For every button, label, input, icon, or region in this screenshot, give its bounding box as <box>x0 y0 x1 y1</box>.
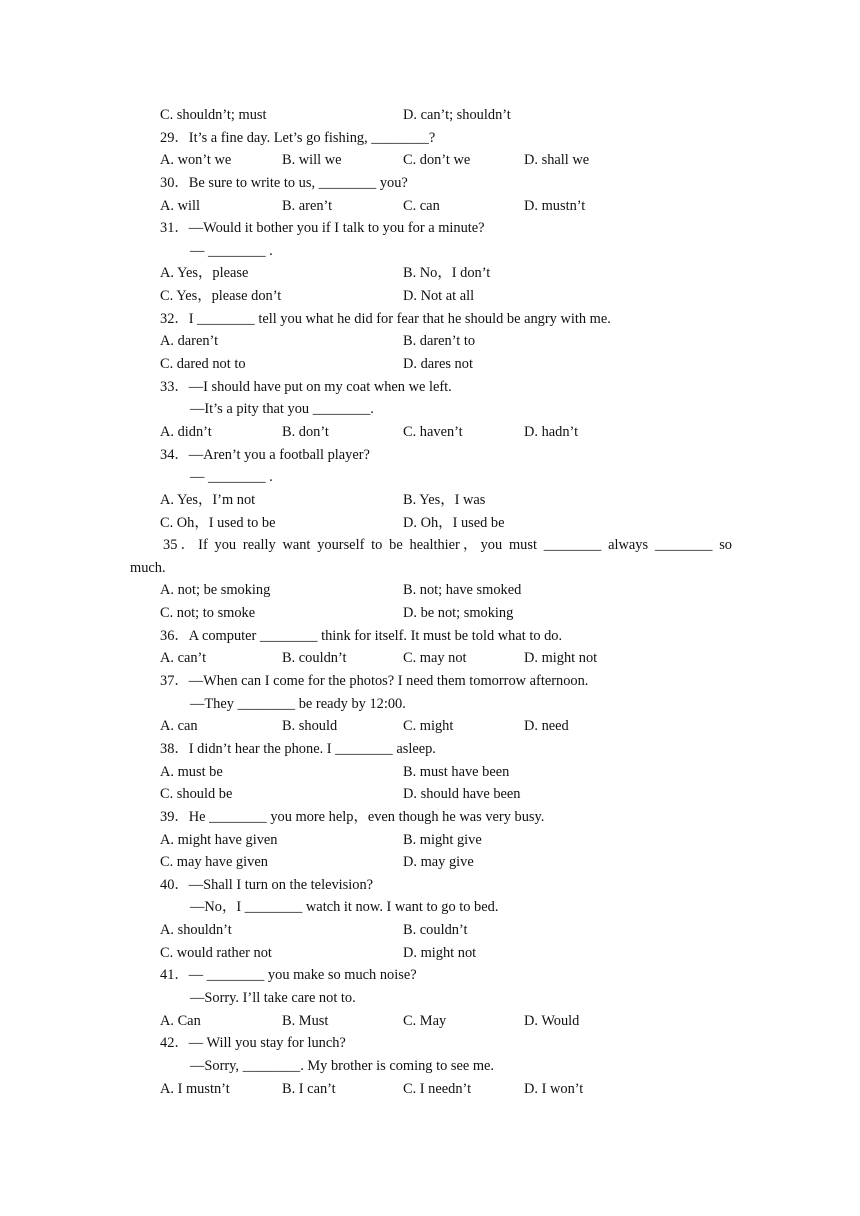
option-c: C. haven’t <box>403 423 463 440</box>
option-c: C. May <box>403 1012 447 1029</box>
option-c: C. may have given <box>160 854 268 871</box>
option-c: C. don’t we <box>403 152 471 169</box>
options-row <box>0 421 860 444</box>
option-d: D. can’t; shouldn’t <box>403 107 511 123</box>
option-b: B. couldn’t <box>403 922 468 939</box>
options-row <box>0 1078 860 1101</box>
options-row <box>0 579 860 602</box>
options-row <box>0 761 860 784</box>
option-c: C. dared not to <box>160 356 246 373</box>
option-d: D. be not; smoking <box>403 605 514 622</box>
question-stem: 40．—Shall I turn on the television? <box>160 876 374 893</box>
options-row <box>0 353 860 376</box>
option-d: D. may give <box>403 854 474 871</box>
option-a: A. can <box>160 718 198 735</box>
option-a: A. shouldn’t <box>160 922 232 939</box>
question-stem: 36．A computer ________ think for itself. It must be told what to do. <box>160 627 563 644</box>
option-c: C. not; to smoke <box>160 605 256 622</box>
question-stem: 38．I didn’t hear the phone. I ________ asleep. <box>160 740 436 757</box>
option-a: A. daren’t <box>160 333 219 350</box>
option-b: B. aren’t <box>282 197 333 214</box>
options-row <box>0 262 860 285</box>
dialogue-reply: —It’s a pity that you ________. <box>190 401 374 418</box>
options-row <box>0 1010 860 1033</box>
options-row <box>0 512 860 535</box>
option-c: C. I needn’t <box>403 1080 472 1097</box>
option-d: D. shall we <box>524 152 590 169</box>
option-a: A. I mustn’t <box>160 1080 230 1097</box>
option-b: B. daren’t to <box>403 333 476 350</box>
option-c: C. should be <box>160 786 233 803</box>
option-d: D. Oh，I used be <box>403 514 505 531</box>
option-b: B. must have been <box>403 763 510 780</box>
option-d: D. should have been <box>403 786 521 803</box>
options-row <box>0 602 860 625</box>
options-row <box>0 330 860 353</box>
option-a: A. won’t we <box>160 152 232 169</box>
option-b: B. I can’t <box>282 1080 336 1097</box>
option-c: C. Yes，please don’t <box>160 288 282 305</box>
option-b: B. don’t <box>282 423 329 440</box>
option-d: D. hadn’t <box>524 423 579 440</box>
option-d: D. Not at all <box>403 288 475 305</box>
option-c: C. may not <box>403 650 467 667</box>
question-stem: 41．— ________ you make so much noise? <box>160 967 417 984</box>
option-d: D. might not <box>524 650 598 667</box>
question-stem: 29．It’s a fine day. Let’s go fishing, ________? <box>160 129 436 146</box>
option-b: B. not; have smoked <box>403 582 522 599</box>
option-c: C. Oh，I used to be <box>160 514 276 531</box>
worksheet-page <box>0 104 860 1100</box>
options-row <box>0 942 860 965</box>
option-d: D. dares not <box>403 356 473 373</box>
option-b: B. might give <box>403 831 482 848</box>
question-stem: 32．I ________ tell you what he did for fear that he should be angry with me. <box>160 310 611 327</box>
question-stem-continued: much. <box>130 559 166 576</box>
options-row <box>0 149 860 172</box>
question-stem: 33．—I should have put on my coat when we left. <box>160 378 452 395</box>
options-row <box>0 919 860 942</box>
question-stem: 42．— Will you stay for lunch? <box>160 1035 346 1052</box>
option-b: B. Must <box>282 1012 329 1029</box>
options-row <box>0 489 860 512</box>
option-d: D. I won’t <box>524 1080 584 1097</box>
option-a: A. Can <box>160 1012 201 1029</box>
options-row <box>0 104 860 127</box>
options-row <box>0 285 860 308</box>
options-row <box>0 715 860 738</box>
option-d: D. might not <box>403 944 477 961</box>
option-c: C. shouldn’t; must <box>160 107 267 123</box>
option-d: D. Would <box>524 1012 580 1029</box>
option-c: C. might <box>403 718 454 735</box>
option-b: B. should <box>282 718 338 735</box>
options-row <box>0 829 860 852</box>
options-row <box>0 647 860 670</box>
question-stem: 35．If you really want yourself to be healthier，you must ________ always ________ so <box>163 537 732 554</box>
dialogue-reply: —No，I ________ watch it now. I want to go to bed. <box>190 899 499 916</box>
option-a: A. not; be smoking <box>160 582 271 599</box>
option-a: A. Yes，please <box>160 265 249 282</box>
question-stem: 31．—Would it bother you if I talk to you for a minute? <box>160 220 485 237</box>
options-row <box>0 783 860 806</box>
options-row <box>0 851 860 874</box>
option-c: C. can <box>403 197 440 214</box>
option-d: D. mustn’t <box>524 197 586 214</box>
option-a: A. must be <box>160 763 223 780</box>
dialogue-reply: —Sorry, ________. My brother is coming to see me. <box>190 1057 495 1074</box>
question-stem: 30．Be sure to write to us, ________ you? <box>160 174 408 191</box>
option-c: C. would rather not <box>160 944 272 961</box>
option-b: B. will we <box>282 152 342 169</box>
option-a: A. will <box>160 197 200 214</box>
option-a: A. Yes，I’m not <box>160 491 256 508</box>
option-a: A. can’t <box>160 650 207 667</box>
dialogue-reply: —They ________ be ready by 12:00. <box>190 695 406 712</box>
question-stem: 34．—Aren’t you a football player? <box>160 446 370 463</box>
option-b: B. Yes，I was <box>403 491 486 508</box>
option-a: A. might have given <box>160 831 278 848</box>
option-d: D. need <box>524 718 569 735</box>
question-stem: 39．He ________ you more help，even though he was very busy. <box>160 808 545 825</box>
dialogue-reply: — ________ . <box>190 469 273 486</box>
dialogue-reply: —Sorry. I’ll take care not to. <box>190 989 356 1006</box>
dialogue-reply: — ________ . <box>190 242 273 259</box>
option-b: B. couldn’t <box>282 650 347 667</box>
option-a: A. didn’t <box>160 423 212 440</box>
options-row <box>0 195 860 218</box>
question-stem: 37．—When can I come for the photos? I need them tomorrow afternoon. <box>160 673 589 690</box>
option-b: B. No，I don’t <box>403 265 491 282</box>
